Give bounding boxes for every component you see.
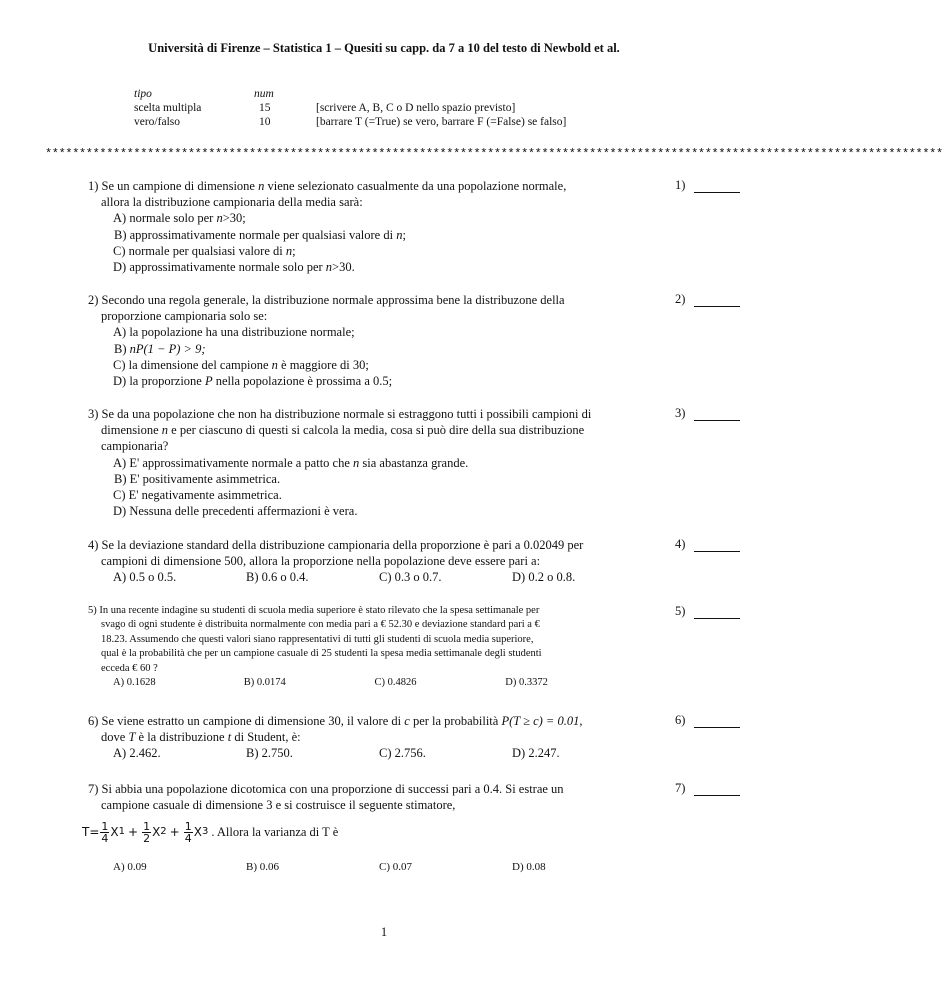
answer-line[interactable] [694, 715, 740, 728]
question-2: 2) Secondo una regola generale, la distribuzione normale approssima bene la distribuzone della proporzione campionaria solo se: A) la popolazione ha una distribuzione normale; B) nP(1 − P) > 9; C) la dimensione del campione n è maggiore di 30; D) la proporzione P nella popolazione è prossima a 0.5; [88, 292, 648, 389]
option-b: B) 2.750. [246, 746, 293, 761]
answer-line[interactable] [694, 294, 740, 307]
answer-line[interactable] [694, 606, 740, 619]
legend-header-num: num [254, 88, 274, 100]
answer-blank-5[interactable]: 5) [675, 604, 740, 619]
option-c: C) E' negativamente asimmetrica. [113, 488, 282, 503]
legend-tipo: vero/falso [134, 116, 180, 128]
answer-line[interactable] [694, 180, 740, 193]
answer-line[interactable] [694, 408, 740, 421]
option-b: B) 0.0174 [243, 677, 286, 689]
option-d: D) 0.2 o 0.8. [512, 570, 576, 585]
option-b: B) 0.6 o 0.4. [246, 570, 309, 585]
options-row [88, 569, 648, 585]
option-b: B) 0.06 [246, 861, 279, 874]
option-d: D) 0.08 [512, 861, 546, 874]
answer-line[interactable] [694, 539, 740, 552]
options-row [88, 676, 636, 690]
question-type-legend [134, 87, 566, 129]
legend-header-row [134, 87, 566, 101]
option-c: C) 0.07 [379, 861, 412, 874]
option-a: A) 2.462. [113, 746, 161, 761]
option-a: A) la popolazione ha una distribuzione normale; [113, 325, 355, 340]
option-a: A) 0.09 [113, 861, 147, 874]
legend-row [134, 115, 566, 129]
legend-tipo: scelta multipla [134, 102, 202, 114]
option-d: D) la proporzione P nella popolazione è prossima a 0.5; [113, 374, 393, 389]
question-3: 3) Se da una popolazione che non ha distribuzione normale si estraggono tutti i possibili campioni di dimensione n e per ciascuno di questi si calcola la media, cosa si può dire della sua distribuzione campionaria? A) E' approssimativamente normale a patto che n sia abastanza grande. B) E' positivamente asimmetrica. C) E' negativamente asimmetrica. D) Nessuna delle precedenti affermazioni è vera. [88, 406, 648, 519]
option-c: C) 2.756. [379, 746, 426, 761]
legend-note: [barrare T (=True) se vero, barrare F (=False) se falso] [316, 116, 567, 128]
option-a: A) 0.1628 [113, 677, 156, 689]
page-title: Università di Firenze – Statistica 1 – Quesiti su capp. da 7 a 10 del testo di Newbold et al. [148, 41, 620, 55]
options-row [88, 745, 648, 761]
fraction: $\frac{1}{4}$ [101, 819, 109, 845]
answer-blank-2[interactable]: 2) [675, 292, 740, 307]
answer-line[interactable] [694, 783, 740, 796]
answer-blank-1[interactable]: 1) [675, 178, 740, 193]
answer-blank-6[interactable]: 6) [675, 713, 740, 728]
answer-blank-7[interactable]: 7) [675, 781, 740, 796]
estimator-formula: T= $\frac{1}{4}$ X 1 + $\frac{1}{2}$ X 2 + $\frac{1}{4}$ X 3 . Allora la varianza di T è [82, 819, 339, 845]
legend-note: [scrivere A, B, C o D nello spazio previsto] [316, 102, 516, 114]
option-b: B) E' positivamente asimmetrica. [114, 471, 281, 486]
option-a: A) normale solo per n>30; [113, 211, 246, 226]
option-a: A) 0.5 o 0.5. [113, 570, 177, 585]
option-d: D) Nessuna delle precedenti affermazioni è vera. [113, 504, 358, 519]
legend-num: 15 [259, 102, 271, 114]
question-4: 4) Se la deviazione standard della distribuzione campionaria della proporzione è pari a 0.02049 per campioni di dimensione 500, allora la proporzione nella popolazione deve essere pari a: A) 0.5 o 0.5. B) 0.6 o 0.4. C) 0.3 o 0.7. D) 0.2 o 0.8. [88, 537, 648, 586]
question-7: 7) Si abbia una popolazione dicotomica con una proporzione di successi pari a 0.4. Si estrae un campione casuale di dimensione 3 e si costruisce il seguente stimatore, T= $\frac{1}{4}$ X 1 + $\frac{1}{2}$ X 2 + $\frac{1}{4}$ X 3 . Allora la varianza di T è A) 0.09 B) 0.06 C) 0.07 D) 0.08 [88, 781, 648, 876]
option-c: C) 0.3 o 0.7. [379, 570, 442, 585]
legend-header-tipo: tipo [134, 88, 152, 100]
fraction: $\frac{1}{2}$ [143, 819, 151, 845]
question-5: 5) In una recente indagine su studenti di scuola media superiore è stato rilevato che la spesa settimanale per svago di ogni studente è distribuita normalmente con media pari a € 52.30 e deviazione standard pari a € 18.23. Assumendo che questi valori siano rappresentativi di tutti gli studenti di scuola media superiore, qual è la probabilità che per un campione casuale di 25 studenti la spesa media settimanale degli studenti ecceda € 60 ? A) 0.1628 B) 0.0174 C) 0.4826 D) 0.3372 [88, 604, 636, 690]
options-row [88, 859, 648, 875]
separator-stars: ************************************************************************************************************************************ [45, 147, 943, 161]
question-1: 1) Se un campione di dimensione n viene selezionato casualmente da una popolazione normale, allora la distribuzione campionaria della media sarà: A) normale solo per n>30; B) approssimativamente normale per qualsiasi valore di n; C) normale per qualsiasi valore di n; D) approssimativamente normale solo per n>30. [88, 178, 648, 275]
option-c: C) la dimensione del campione n è maggiore di 30; [113, 357, 369, 372]
answer-blank-3[interactable]: 3) [675, 406, 740, 421]
page-number: 1 [380, 925, 388, 939]
option-b: B) approssimativamente normale per qualsiasi valore di n; [114, 227, 406, 242]
answer-blank-4[interactable]: 4) [675, 537, 740, 552]
option-a: A) E' approssimativamente normale a patto che n sia abastanza grande. [113, 455, 469, 470]
option-b: B) nP(1 − P) > 9; [114, 341, 206, 356]
option-d: D) approssimativamente normale solo per n>30. [113, 260, 355, 275]
fraction: $\frac{1}{4}$ [184, 819, 192, 845]
legend-num: 10 [259, 116, 271, 128]
option-d: D) 2.247. [512, 746, 560, 761]
legend-row [134, 101, 566, 115]
question-6: 6) Se viene estratto un campione di dimensione 30, il valore di c per la probabilità P(T ≥ c) = 0.01, dove T è la distribuzione t di Student, è: A) 2.462. B) 2.750. C) 2.756. D) 2.247. [88, 713, 648, 762]
option-d: D) 0.3372 [505, 677, 548, 689]
option-c: C) 0.4826 [374, 677, 417, 689]
option-c: C) normale per qualsiasi valore di n; [113, 243, 296, 258]
